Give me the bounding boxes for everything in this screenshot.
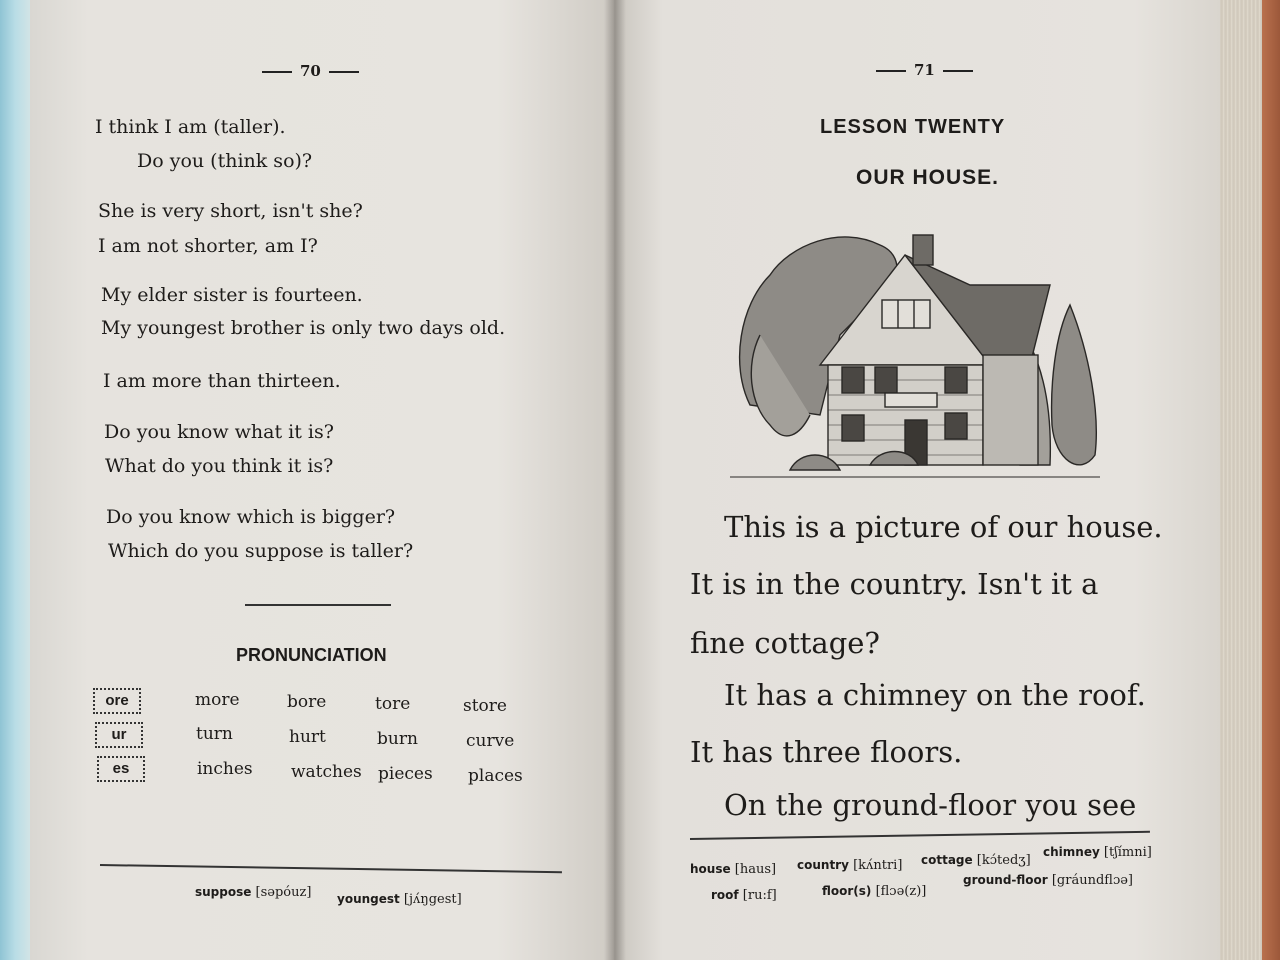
footnote-entry xyxy=(963,873,1133,888)
footnote-ipa: [jʌ́ŋgest] xyxy=(403,892,462,907)
story-line: It has three floors. xyxy=(690,735,963,769)
lesson-subtitle: OUR HOUSE. xyxy=(856,166,1000,189)
footnote-word: house xyxy=(690,862,731,876)
story-line: It is in the country. Isn't it a xyxy=(690,567,1099,601)
pronunciation-word: curve xyxy=(466,731,515,751)
footnote-ipa: [səpóuz] xyxy=(255,885,312,900)
footnote-entry xyxy=(1043,845,1152,860)
sentence-line: Do you know what it is? xyxy=(104,421,334,443)
footnote-ipa: [ru:f] xyxy=(742,888,777,903)
pronunciation-word: burn xyxy=(377,729,418,749)
pronunciation-word: pieces xyxy=(378,764,433,784)
footnote-word: roof xyxy=(711,888,739,902)
footnote-ipa: [kʌ́ntri] xyxy=(853,858,903,873)
footnote-ipa: [kɔ́tedʒ] xyxy=(976,853,1031,868)
sentence-line: What do you think it is? xyxy=(105,455,334,477)
story-line: fine cottage? xyxy=(690,626,880,660)
pronunciation-word: bore xyxy=(287,692,327,712)
footnote-entry xyxy=(797,858,902,873)
page-number-right: 71 xyxy=(868,61,981,79)
pronunciation-word: turn xyxy=(196,724,233,744)
footnote-entry xyxy=(337,892,462,907)
sentence-line: She is very short, isn't she? xyxy=(98,200,363,222)
sentence-line: Do you know which is bigger? xyxy=(106,506,396,528)
pronunciation-word: watches xyxy=(291,762,362,782)
sentence-line: My youngest brother is only two days old. xyxy=(101,317,506,339)
footnote-entry xyxy=(711,888,777,903)
story-line: On the ground-floor you see xyxy=(724,788,1137,822)
pronunciation-title: PRONUNCIATION xyxy=(236,645,387,665)
sentence-line: I think I am (taller). xyxy=(95,116,286,138)
pronunciation-key-box: es xyxy=(97,756,145,782)
footnote-ipa: [tʃímni] xyxy=(1103,845,1152,860)
footnote-word: ground-floor xyxy=(963,873,1048,887)
book-cover-right xyxy=(1262,0,1280,960)
footnote-ipa: [flɔə(z)] xyxy=(875,884,927,899)
footnote-word: chimney xyxy=(1043,845,1100,859)
pronunciation-word: hurt xyxy=(289,727,326,747)
pronunciation-key-box: ur xyxy=(95,722,143,748)
pronunciation-word: store xyxy=(463,696,507,716)
pronunciation-word: places xyxy=(468,766,523,786)
left-page xyxy=(30,0,614,960)
footnote-word: floor(s) xyxy=(822,884,872,898)
footnote-word: suppose xyxy=(195,885,252,899)
sentence-line: I am more than thirteen. xyxy=(103,370,341,392)
footnote-ipa: [gráundflɔə] xyxy=(1051,873,1134,888)
story-line: It has a chimney on the roof. xyxy=(724,678,1146,712)
footnote-entry xyxy=(921,853,1031,868)
pronunciation-word: tore xyxy=(375,694,411,714)
pronunciation-word: inches xyxy=(197,759,253,779)
footnote-entry xyxy=(690,862,776,877)
section-divider xyxy=(245,604,391,606)
pronunciation-key-box: ore xyxy=(93,688,141,714)
story-line: This is a picture of our house. xyxy=(724,510,1163,544)
book-gutter xyxy=(604,0,626,960)
footnote-word: cottage xyxy=(921,853,973,867)
house-illustration xyxy=(730,215,1100,495)
footnote-entry xyxy=(195,885,311,900)
sentence-line: Do you (think so)? xyxy=(137,150,313,172)
footnote-word: country xyxy=(797,858,849,872)
sentence-line: I am not shorter, am I? xyxy=(98,235,318,257)
sentence-line: Which do you suppose is taller? xyxy=(108,540,414,562)
footnote-word: youngest xyxy=(337,892,400,906)
footnote-ipa: [haus] xyxy=(734,862,777,877)
page-number-left: 70 xyxy=(254,62,367,80)
pronunciation-word: more xyxy=(195,690,240,710)
lesson-title: LESSON TWENTY xyxy=(820,116,1006,138)
footnote-entry xyxy=(822,884,926,899)
sentence-line: My elder sister is fourteen. xyxy=(101,284,363,306)
book-cover-left xyxy=(0,0,34,960)
